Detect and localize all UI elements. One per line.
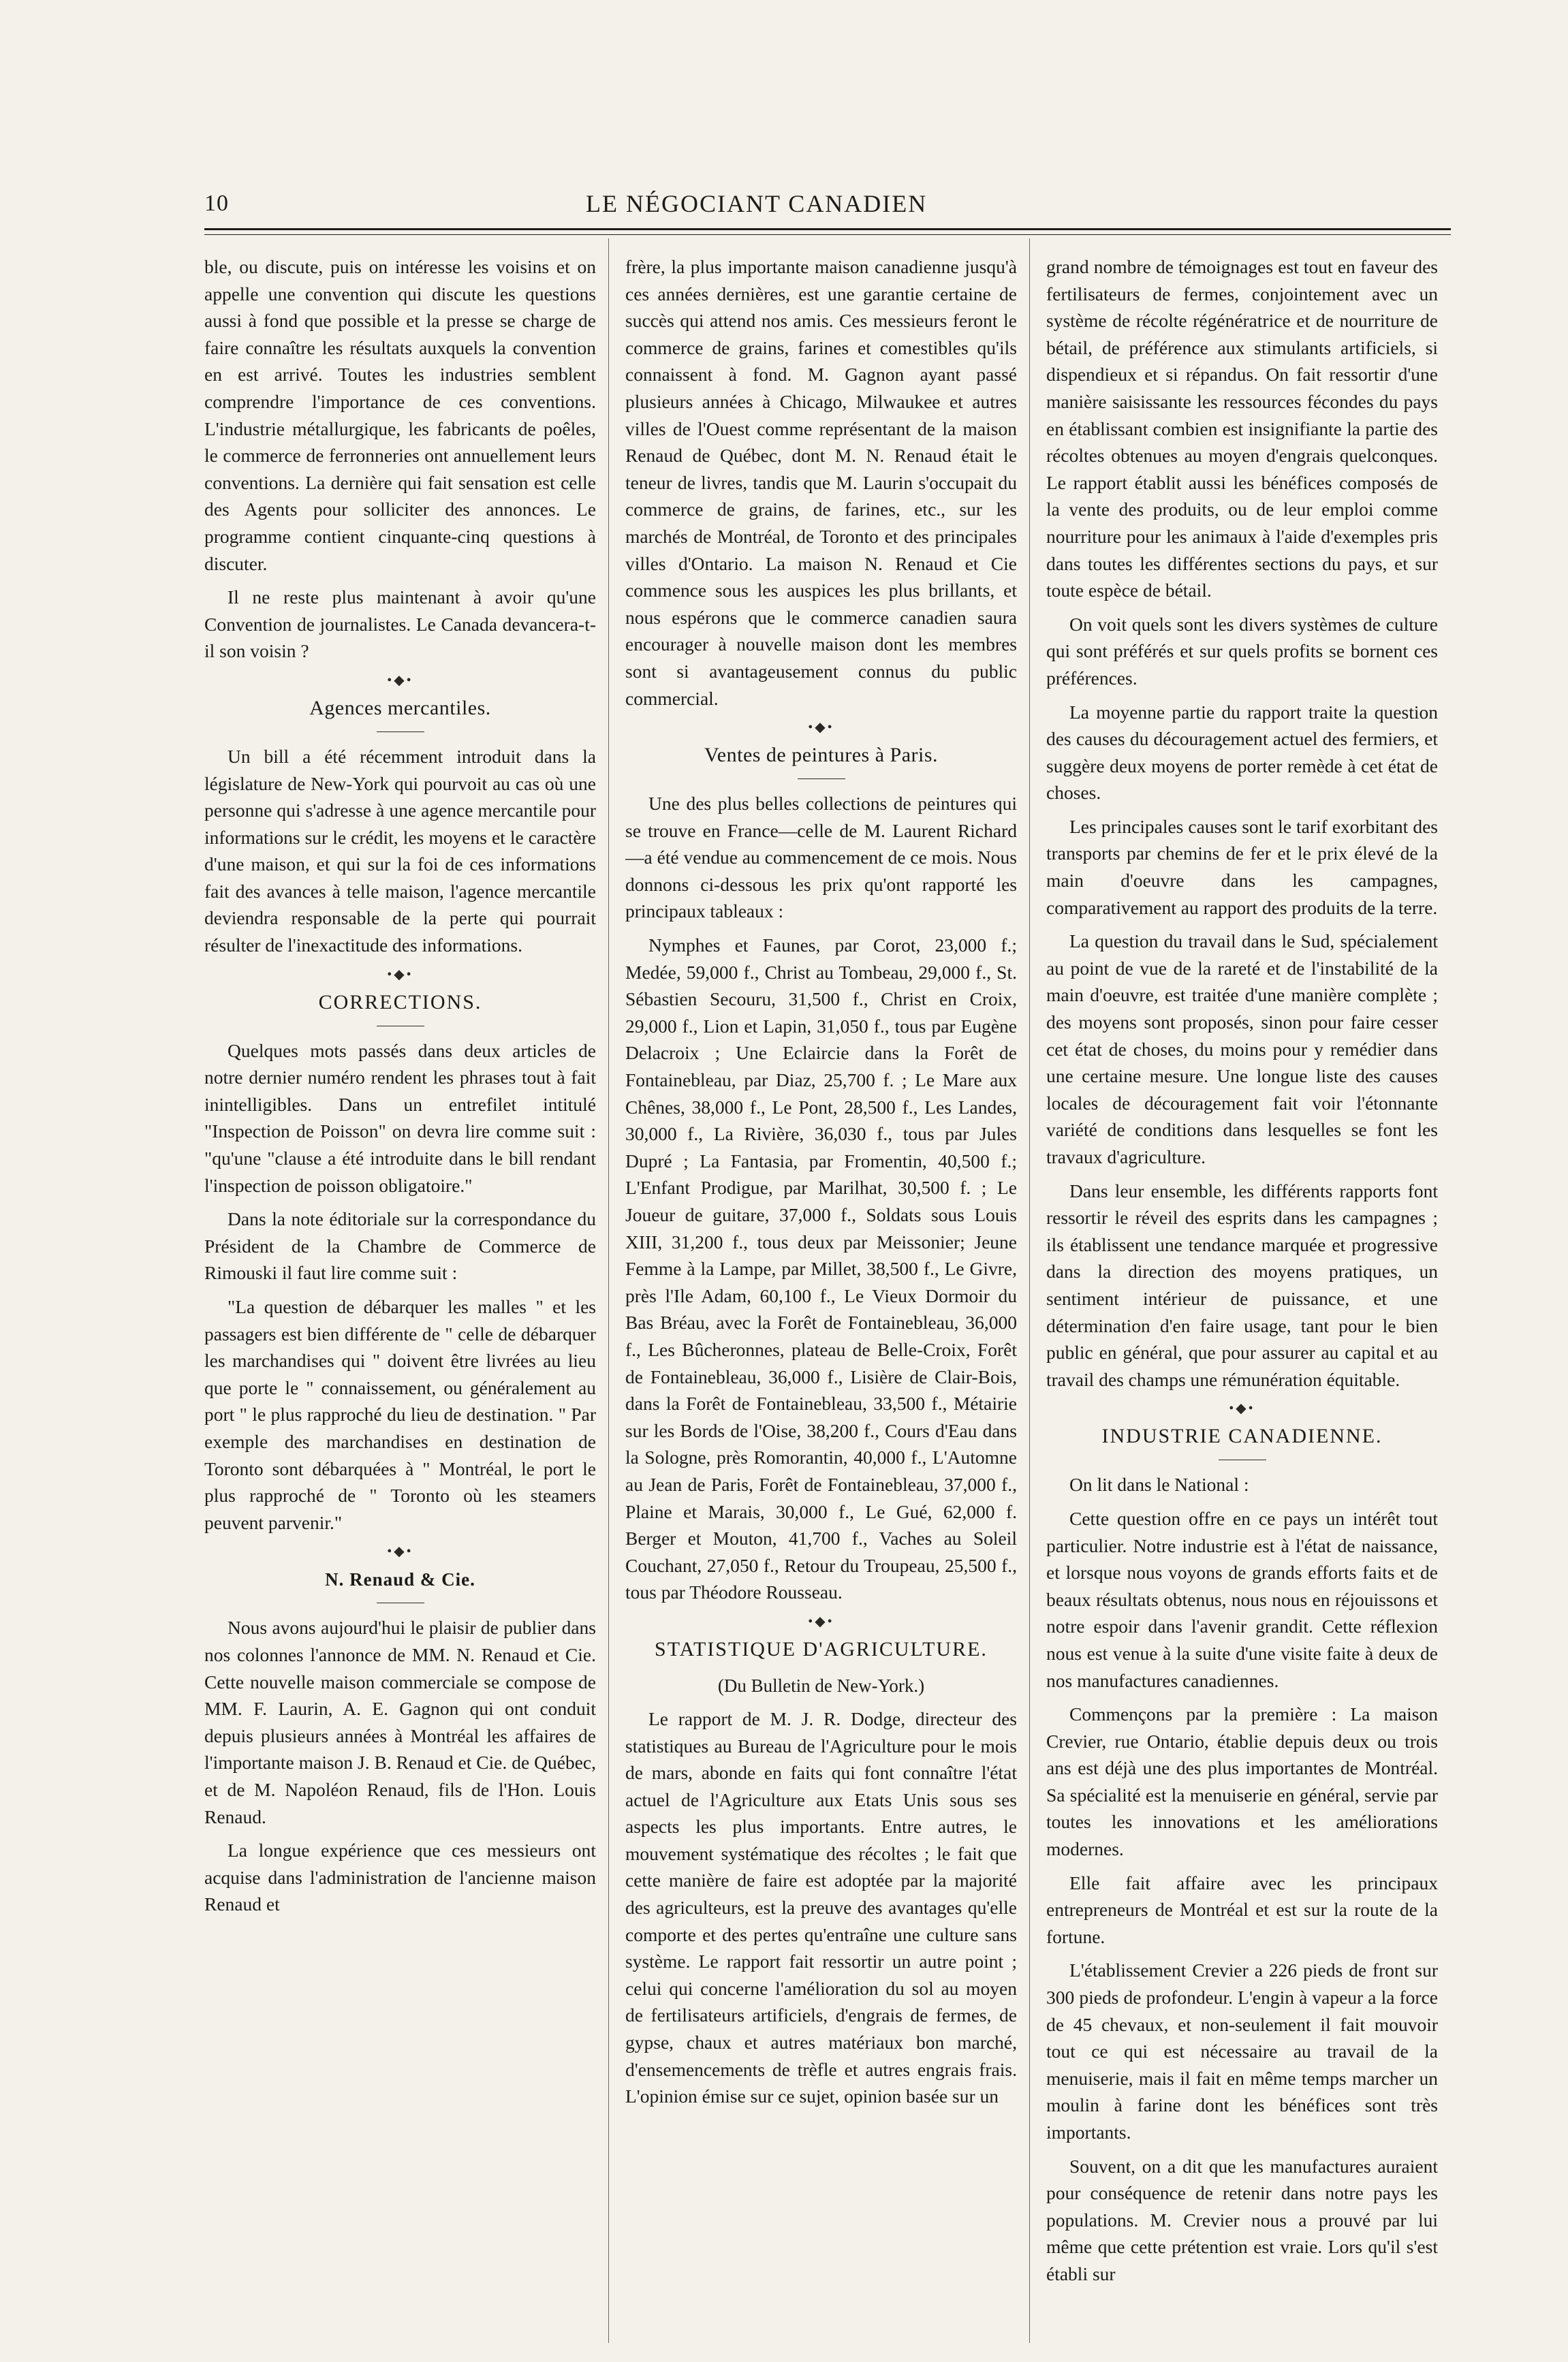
article-paragraph: Une des plus belles collections de peintures qui se trouve en France—celle de M. Laurent Richard—a été vendue au commencement de ce mois. Nous donnons ci-dessous les prix qu'ont rapporté les principaux tableaux :: [625, 793, 1017, 922]
column-rule: [1029, 238, 1030, 2343]
section-ornament: •◆•: [387, 672, 413, 688]
column-2: [625, 253, 1017, 2337]
article-paragraph: La question du travail dans le Sud, spécialement au point de vue de la rareté et de l'instabilité de la main d'oeuvre, est traitée d'une manière complète ; des moyens sont proposés, sinon pour faire cesser cet état de choses, du moins pour y remédier dans une certaine mesure. Une longue liste des causes locales de découragement fait voir l'étonnante variété de conditions dans lesquelles se font les travaux d'agriculture.: [1046, 930, 1438, 1167]
journal-title: LE NÉGOCIANT CANADIEN: [586, 190, 928, 217]
article-paragraph: Quelques mots passés dans deux articles de notre dernier numéro rendent les phrases tout à fait inintelligibles. Dans un entrefilet intitulé "Inspection de Poisson" on devra lire comme suit : "qu'une "clause a été introduite dans le bill rendant l'inspection de poisson obligatoire.": [204, 1039, 596, 1196]
article-paragraph: Nous avons aujourd'hui le plaisir de publier dans nos colonnes l'annonce de MM. N. Renaud et Cie. Cette nouvelle maison commerciale se compose de MM. F. Laurin, A. E. Gagnon qui ont conduit depuis plusieurs années à Montréal les affaires de l'importante maison J. B. Renaud et Cie. de Québec, et de M. Napoléon Renaud, fils de l'Hon. Louis Renaud.: [204, 1617, 596, 1827]
quoted-paragraph: "La question de débarquer les malles " et les passagers est bien différente de " celle de débarquer les marchandises qui " doivent être livrées au lieu que porte le " connaissement, ou généralement au port " le plus rapproché du lieu de destination. " Par exemple des marchandises en destination de Toronto sont débarquées à " Montréal, le port le plus rapproché de " Toronto où les steamers peuvent parvenir.": [204, 1296, 596, 1533]
article-paragraph: Dans leur ensemble, les différents rapports font ressortir le réveil des esprits dans les campagnes ; ils établissent une tendance marquée et progressive dans la direction des moyens pratiques, un sentiment intérieur de puissance, et une détermination d'en faire usage, tant pour le bien public en général, que pour assurer au capital et au travail des champs une rémunération équitable.: [1046, 1180, 1438, 1390]
article-paragraph: La moyenne partie du rapport traite la question des causes du découragement actuel des fermiers, et suggère deux moyens de porter remède à cet état de choses.: [1046, 701, 1438, 804]
column-3: [1046, 253, 1438, 2337]
section-title-industrie: INDUSTRIE CANADIENNE.: [1101, 1425, 1383, 1448]
section-ornament: •◆•: [1229, 1401, 1255, 1417]
article-paragraph: Nymphes et Faunes, par Corot, 23,000 f.; Medée, 59,000 f., Christ au Tombeau, 29,000 f., St. Sébastien Secouru, 31,500 f., Christ en Croix, 29,000 f., Lion et Lapin, 31,050 f., tous par Eugène Delacroix ; Une Eclaircie dans la Forêt de Fontainebleau, par Diaz, 25,700 f. ; Le Mare aux Chênes, 38,000 f., Le Pont, 28,500 f., Les Landes, 30,000 f., La Rivière, 36,030 f., tous par Jules Dupré ; La Fantasia, par Fromentin, 40,500 f.; L'Enfant Prodigue, par Marilhat, 30,500 f. ; Le Joueur de guitare, 37,000 f., Soldats sous Louis XIII, 31,200 f., tous deux par Meissonier; Jeune Femme à la Lampe, par Millet, 38,500 f., Le Givre, près l'Ile Adam, 60,100 f., Le Vieux Dormoir du Bas Bréau, avec la Forêt de Fontainebleau, 36,000 f., Les Bûcheronnes, plateau de Belle-Croix, Forêt de Fontainebleau, 36,000 f., Lisière de Clair-Bois, dans la Forêt de Fontainebleau, 33,500 f., Métairie sur les Bords de l'Oise, 38,200 f., Cours d'Eau dans la Sologne, près Romorantin, 40,000 f., L'Automne au Jean de Paris, Forêt de Fontainebleau, 37,000 f., Plaine et Marais, 30,000 f., Le Gué, 62,000 f. Berger et Mouton, 41,700 f., Vaches au Soleil Couchant, 27,050 f., Retour du Troupeau, 25,500 f., tous par Théodore Rousseau.: [625, 934, 1017, 1603]
article-paragraph: On lit dans le National :: [1069, 1474, 1249, 1496]
article-paragraph: On voit quels sont les divers systèmes de culture qui sont préférés et sur quels profits se bornent ces préférences.: [1046, 613, 1438, 689]
article-paragraph: Cette question offre en ce pays un intérêt tout particulier. Notre industrie est à l'état de naissance, et lorsque nous voyons de grands efforts faits et de beaux résultats obtenus, nous nous en réjouissons et notre espoir dans l'avenir grandit. Cette réflexion nous est venue à la suite d'une visite faite à deux de nos manufactures canadiennes.: [1046, 1507, 1438, 1691]
section-ornament: •◆•: [387, 1544, 413, 1560]
article-source: (Du Bulletin de New-York.): [717, 1675, 925, 1696]
section-ornament: •◆•: [387, 966, 413, 982]
article-paragraph: L'établissement Crevier a 226 pieds de front sur 300 pieds de profondeur. L'engin à vapeur a la force de 45 chevaux, et non-seulement il fait mouvoir tout ce qui est nécessaire au travail de la menuiserie, mais il fait en même temps marcher un moulin à farine dont les bénéfices sont très importants.: [1046, 1959, 1438, 2143]
section-title-corrections: CORRECTIONS.: [318, 990, 482, 1013]
section-title-renaud: N. Renaud & Cie.: [325, 1569, 475, 1590]
article-paragraph: Souvent, on a dit que les manufactures auraient pour conséquence de retenir dans notre pays les populations. M. Crevier nous a prouvé par lui même que cette prétention est vraie. Lors qu'il s'est établi sur: [1046, 2155, 1438, 2284]
title-rule: [377, 731, 424, 732]
section-ornament: •◆•: [808, 1613, 834, 1629]
section-title-ventes: Ventes de peintures à Paris.: [704, 744, 939, 767]
article-paragraph: La longue expérience que ces messieurs ont acquise dans l'administration de l'ancienne maison Renaud et: [204, 1840, 596, 1915]
section-ornament: •◆•: [808, 720, 834, 736]
section-title-statistique: STATISTIQUE D'AGRICULTURE.: [655, 1637, 988, 1660]
article-paragraph: Les principales causes sont le tarif exorbitant des transports par chemins de fer et le prix élevé de la main d'oeuvre dans les campagnes, comparativement au rapport des produits de la terre.: [1046, 815, 1438, 918]
page-number: 10: [204, 191, 229, 216]
article-paragraph: grand nombre de témoignages est tout en faveur des fertilisateurs de fermes, conjointement avec un système de récolte régénératrice et de nourriture de bétail, de préférence aux stimulants artificiels, si dispendieux et si répandus. On fait ressortir d'une manière saisissante les ressources fécondes du pays en établissant combien est insignifiante la partie des récoltes obtenues au moyen d'engrais quelconques. Le rapport établit aussi les bénéfices composés de la vente des produits, ou de leur emploi comme nourriture pour les animaux à l'aide d'exemples pris dans toutes les différentes sections du pays, et sur toute espèce de bétail.: [1046, 256, 1438, 601]
page-header: [204, 184, 1451, 225]
article-paragraph: Il ne reste plus maintenant à avoir qu'une Convention de journalistes. Le Canada devancera-t-il son voisin ?: [204, 586, 596, 662]
article-paragraph: Le rapport de M. J. R. Dodge, directeur des statistiques au Bureau de l'Agriculture pour le mois de mars, abonde en faits qui font connaître l'état actuel de l'Agriculture aux Etats Unis sous ses aspects les plus importants. Entre autres, le mouvement systématique des récoltes ; le fait que cette manière de faire est adoptée par la majorité des agriculteurs, est la preuve des avantages qu'elle comporte et des pertes qu'entraîne une culture sans système. Le rapport fait ressortir un autre point ; celui qui concerne l'amélioration du sol au moyen de fertilisateurs artificiels, d'engrais de fermes, de gypse, chaux et autres matériaux bon marché, d'ensemencements de trèfle et autres engrais frais. L'opinion émise sur ce sujet, opinion basée sur un: [625, 1707, 1017, 2107]
article-paragraph: Commençons par la première : La maison Crevier, rue Ontario, établie depuis deux ou trois ans est déjà une des plus importantes de Montréal. Sa spécialité est la menuiserie en général, servie par toutes les innovations et les améliorations modernes.: [1046, 1703, 1438, 1860]
article-paragraph: frère, la plus importante maison canadienne jusqu'à ces années dernières, est une garantie certaine de succès qui attend nos amis. Ces messieurs feront le commerce de grains, farines et comestibles qu'ils connaissent à fond. M. Gagnon ayant passé plusieurs années à Chicago, Milwaukee et autres villes de l'Ouest comme représentant de la maison Renaud de Québec, dont M. N. Renaud était le teneur de livres, tandis que M. Laurin s'occupait du commerce de grains, de farines, etc., sur les marchés de Montréal, de Toronto et des principales villes d'Ontario. La maison N. Renaud et Cie commence sous les auspices les plus brillants, et nous espérons que le commerce canadien saura encourager à nouvelle maison dont les membres sont si avantageusement connus du public commercial.: [625, 256, 1017, 709]
section-title-agences: Agences mercantiles.: [309, 696, 491, 719]
article-paragraph: Dans la note éditoriale sur la correspondance du Président de la Chambre de Commerce de Rimouski il faut lire comme suit :: [204, 1208, 596, 1284]
header-rule: [204, 228, 1451, 235]
column-rule: [608, 238, 609, 2343]
article-paragraph: Un bill a été récemment introduit dans la législature de New-York qui pourvoit au cas où une personne qui s'adresse à une agence mercantile pour informations sur le crédit, les moyens et le caractère d'une maison, et qui sur la foi de ces informations fait des avances à telle maison, l'agence mercantile deviendra responsable de la perte qui pourrait résulter de l'inexactitude des informations.: [204, 745, 596, 956]
title-rule: [798, 778, 845, 779]
column-1: [204, 253, 596, 2337]
article-paragraph: Elle fait affaire avec les principaux entrepreneurs de Montréal et est sur la route de la fortune.: [1046, 1872, 1438, 1947]
article-paragraph: ble, ou discute, puis on intéresse les voisins et on appelle une convention qui discute les questions aussi à fond que possible et la presse se charge de faire connaître les résultats auxquels la convention en est arrivé. Toutes les industries semblent comprendre l'importance de ces conventions. L'industrie métallurgique, les fabricants de poêles, le commerce de ferronneries ont annuellement leurs conventions. La dernière qui fait sensation est celle des Agents pour solliciter des annonces. Le programme contient cinquante-cinq questions à discuter.: [204, 256, 596, 574]
